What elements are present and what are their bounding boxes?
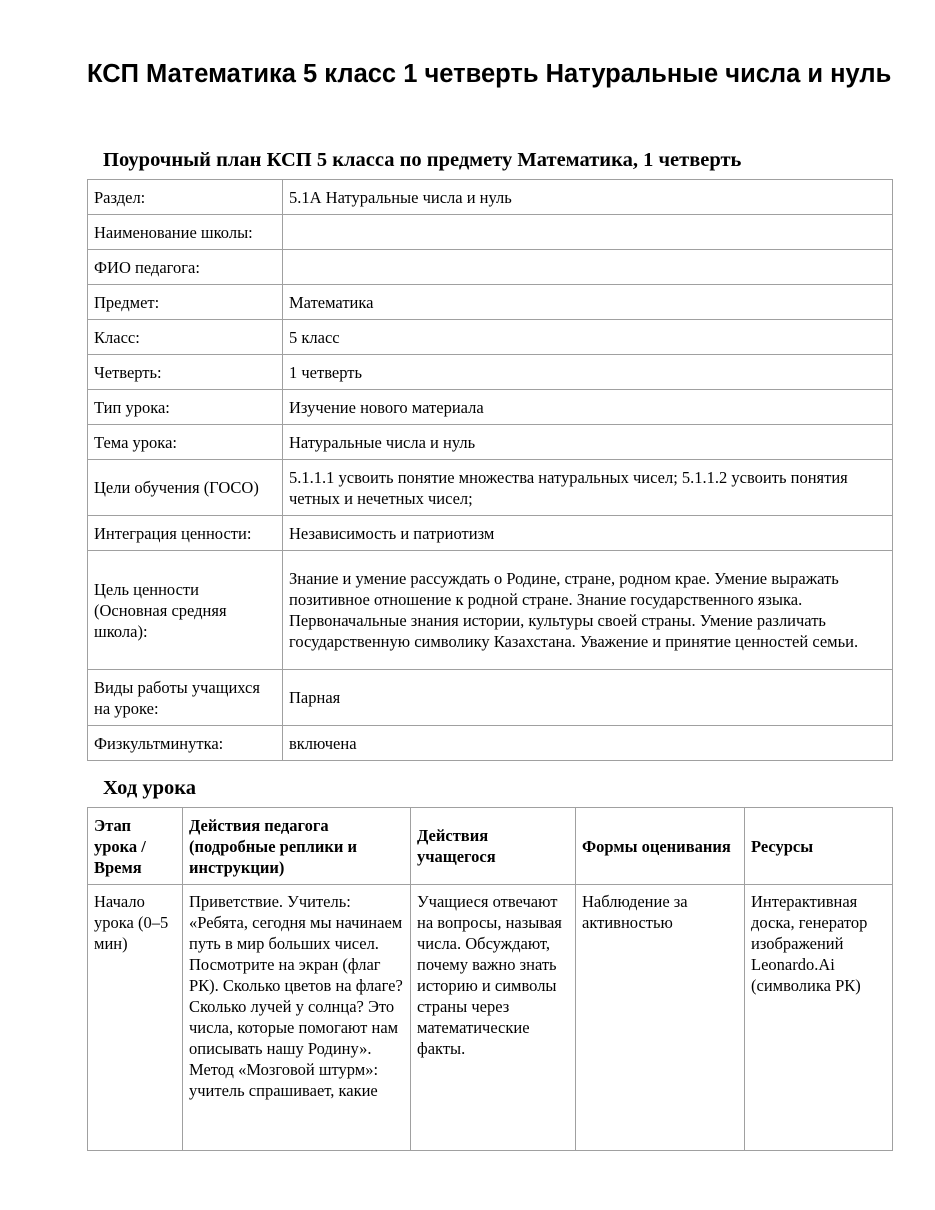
document-title: КСП Математика 5 класс 1 четверть Натуральные числа и нуль	[87, 60, 892, 88]
info-label: Предмет:	[88, 285, 283, 320]
info-value	[283, 250, 893, 285]
lesson-plan-heading: Поурочный план КСП 5 класса по предмету Математика, 1 четверть	[103, 149, 742, 171]
teacher-actions-cell: Приветствие. Учитель: «Ребята, сегодня мы начинаем путь в мир больших чисел. Посмотрите на экран (флаг РК). Сколько цветов на флаге? Сколько лучей у солнца? Это числа, которые помогают нам описывать нашу Родину». Метод «Мозговой штурм»: учитель спрашивает, какие	[183, 885, 411, 1151]
info-label: Наименование школы:	[88, 215, 283, 250]
info-row-grade	[88, 320, 893, 355]
column-header-student-actions: Действия учащегося	[411, 808, 576, 885]
info-label: Виды работы учащихся на уроке:	[88, 670, 283, 726]
info-value: Парная	[283, 670, 893, 726]
info-label: Класс:	[88, 320, 283, 355]
info-label: ФИО педагога:	[88, 250, 283, 285]
info-row-section	[88, 180, 893, 215]
info-row-physical-break	[88, 726, 893, 761]
lesson-flow-heading: Ход урока	[103, 777, 196, 799]
info-value	[283, 215, 893, 250]
table-row	[88, 885, 893, 1151]
info-row-subject	[88, 285, 893, 320]
info-value: Математика	[283, 285, 893, 320]
info-label: Четверть:	[88, 355, 283, 390]
info-row-value-integration	[88, 516, 893, 551]
info-row-topic	[88, 425, 893, 460]
info-label: Цель ценности (Основная средняя школа):	[88, 551, 283, 670]
info-value: Независимость и патриотизм	[283, 516, 893, 551]
info-row-teacher	[88, 250, 893, 285]
info-row-school	[88, 215, 893, 250]
info-value: 5.1А Натуральные числа и нуль	[283, 180, 893, 215]
info-label: Раздел:	[88, 180, 283, 215]
info-value: Изучение нового материала	[283, 390, 893, 425]
column-header-stage: Этап урока / Время	[88, 808, 183, 885]
info-label: Цели обучения (ГОСО)	[88, 460, 283, 516]
stage-cell: Начало урока (0–5 мин)	[88, 885, 183, 1151]
info-label: Тип урока:	[88, 390, 283, 425]
assessment-cell: Наблюдение за активностью	[576, 885, 745, 1151]
info-row-lesson-type	[88, 390, 893, 425]
info-value: 5.1.1.1 усвоить понятие множества натуральных чисел; 5.1.1.2 усвоить понятия четных и нечетных чисел;	[283, 460, 893, 516]
column-header-teacher-actions: Действия педагога (подробные реплики и инструкции)	[183, 808, 411, 885]
info-label: Физкультминутка:	[88, 726, 283, 761]
info-value: Знание и умение рассуждать о Родине, стране, родном крае. Умение выражать позитивное отношение к родной стране. Знание государственного языка. Первоначальные знания истории, культуры своей страны. Умение различать государственную символику Казахстана. Уважение и принятие ценностей семьи.	[283, 551, 893, 670]
resources-cell: Интерактивная доска, генератор изображений Leonardo.Ai (символика РК)	[745, 885, 893, 1151]
info-value: включена	[283, 726, 893, 761]
info-label: Интеграция ценности:	[88, 516, 283, 551]
student-actions-cell: Учащиеся отвечают на вопросы, называя числа. Обсуждают, почему важно знать историю и символы страны через математические факты.	[411, 885, 576, 1151]
lesson-header-row	[88, 808, 893, 885]
info-value: 1 четверть	[283, 355, 893, 390]
lesson-info-table	[87, 179, 893, 761]
info-row-quarter	[88, 355, 893, 390]
info-row-work-types	[88, 670, 893, 726]
info-value: Натуральные числа и нуль	[283, 425, 893, 460]
column-header-assessment: Формы оценивания	[576, 808, 745, 885]
info-value: 5 класс	[283, 320, 893, 355]
info-row-value-goal	[88, 551, 893, 670]
info-label: Тема урока:	[88, 425, 283, 460]
lesson-flow-table	[87, 807, 893, 1151]
info-row-objectives	[88, 460, 893, 516]
column-header-resources: Ресурсы	[745, 808, 893, 885]
